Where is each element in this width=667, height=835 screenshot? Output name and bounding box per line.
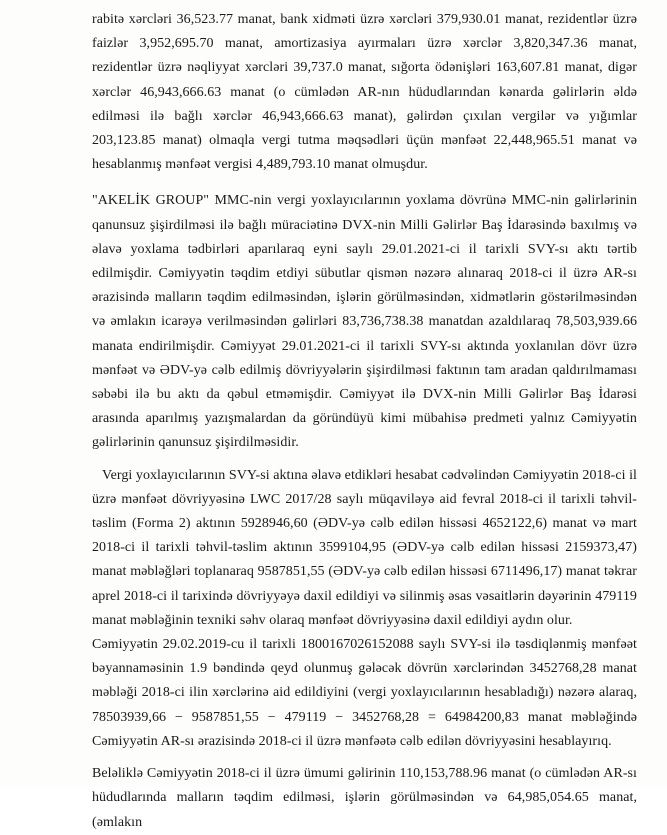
paragraph-profit-calculation: Cəmiyyətin 29.02.2019-cu il tarixli 1800167026152088 saylı SVY-si ilə təsdiqlənmiş mənfəət bəyannaməsinin 1.9 bəndində qeyd olunmuş gələcək dövrün xərclərindən 3452768,28 manat məbləği 2018-ci ilin xərclərinə aid edildiyini (vergi yoxlayıcılarının hesabladığı) nəzərə alaraq, 78503939,66 − 9587851,55 − 479119 − 3452768,28 = 64984200,83 manat məbləğində Cəmiyyətin AR-sı ərazisində 2018-ci il üzrə mənfəətə cəlb edilən dövriyyəsini hesablayırıq. <box>92 637 637 749</box>
paragraph-akelik-group: "AKELİK GROUP" MMC-nin vergi yoxlayıcılarının yoxlama dövrünə MMC-nin gəlirlərinin qanunsuz şişirdilməsi ilə bağlı müraciətinə DVX-nin Milli Gəlirlər Baş İdarəsində baxılmış və əlavə yoxlama tədbirləri aparılaraq eyni saylı 29.01.2021-ci il tarixli SVY-sı aktı tərtib edilmişdir. Cəmiyyətin təqdim etdiyi sübutlar qismən nəzərə alınaraq 2018-ci il üzrə AR-sı ərazisində malların təqdim edilməsindən, işlərin görülməsindən, xidmətlərin göstərilməsindən və əmlakın icarəyə verilməsindən gəlirləri 83,736,738.38 manatdan azaldılaraq 78,503,939.66 manata endirilmişdir. Cəmiyyət 29.01.2021-ci il tarixli SVY-sı aktında yoxlanılan dövr üzrə mənfəət və ƏDV-yə cəlb edilmiş dövriyyələrin şişirdilməsi faktının tam aradan qaldırılmaması səbəbi ilə bu aktı da qəbul etməmişdir. Cəmiyyət ilə DVX-nin Milli Gəlirlər Baş İdarəsi arasında aparılmış yazışmalardan da göründüyü kimi mübahisə predmeti yalnız Cəmiyyətin gəlirlərinin qanunsuz şişirdilməsidir. <box>92 193 637 451</box>
paragraph-conclusion: Beləliklə Cəmiyyətin 2018-ci il üzrə ümumi gəlirinin 110,153,788.96 manat (o cümlədən AR-sı hüdudlarında malların təqdim edilməsi, işlərin görülməsindən və 64,985,054.65 manat, (əmlakın <box>92 766 637 830</box>
paragraph-expenses-summary: rabitə xərcləri 36,523.77 manat, bank xidməti üzrə xərcləri 379,930.01 manat, rezidentlər üzrə faizlər 3,952,695.70 manat, amortizasiya ayırmaları üzrə xərclər 3,820,347.36 manat, rezidentlər üzrə nəqliyyat xərcləri 39,737.0 manat, sığorta ödənişləri 163,607.81 manat, digər xərclər 46,943,666.63 manat (o cümlədən AR-nın hüdudlarından kənarda gəlirlərin əldə edilməsi ilə bağlı xərclər 46,943,666.63 manat), gəlirdən çıxılan vergilər və yığımlar 203,123.85 manat) olmaqla vergi tutma məqsədləri üçün mənfəət 22,448,965.51 manat və hesablanmış mənfəət vergisi 4,489,793.10 manat olmuşdur. <box>92 12 637 173</box>
paragraph-tax-inspectors-report: Vergi yoxlayıcılarının SVY-si aktına əlavə etdikləri hesabat cədvəlindən Cəmiyyətin 2018-ci il üzrə mənfəət dövriyyəsinə LWC 2017/28 saylı müqaviləyə aid fevral 2018-ci il tarixli təhvil-təslim (Forma 2) aktının 5928946,60 (ƏDV-yə cəlb edilən hissəsi 4652122,6) manat və mart 2018-ci il tarixli təhvil-təslim aktının 3599104,95 (ƏDV-yə cəlb edilən hissəsi 2159373,47) manat məbləğləri toplanaraq 9587851,55 (ƏDV-yə cəlb edilən hissəsi 6711496,17) manat təkrar aprel 2018-ci il tarixində dövriyyəyə daxil edildiyi və silinmiş əsas vəsaitlərin dəyərinin 479119 manat məbləğinin texniki səhv olaraq mənfəət dövriyyəsinə daxil edildiyi aydın olur. <box>92 467 637 628</box>
